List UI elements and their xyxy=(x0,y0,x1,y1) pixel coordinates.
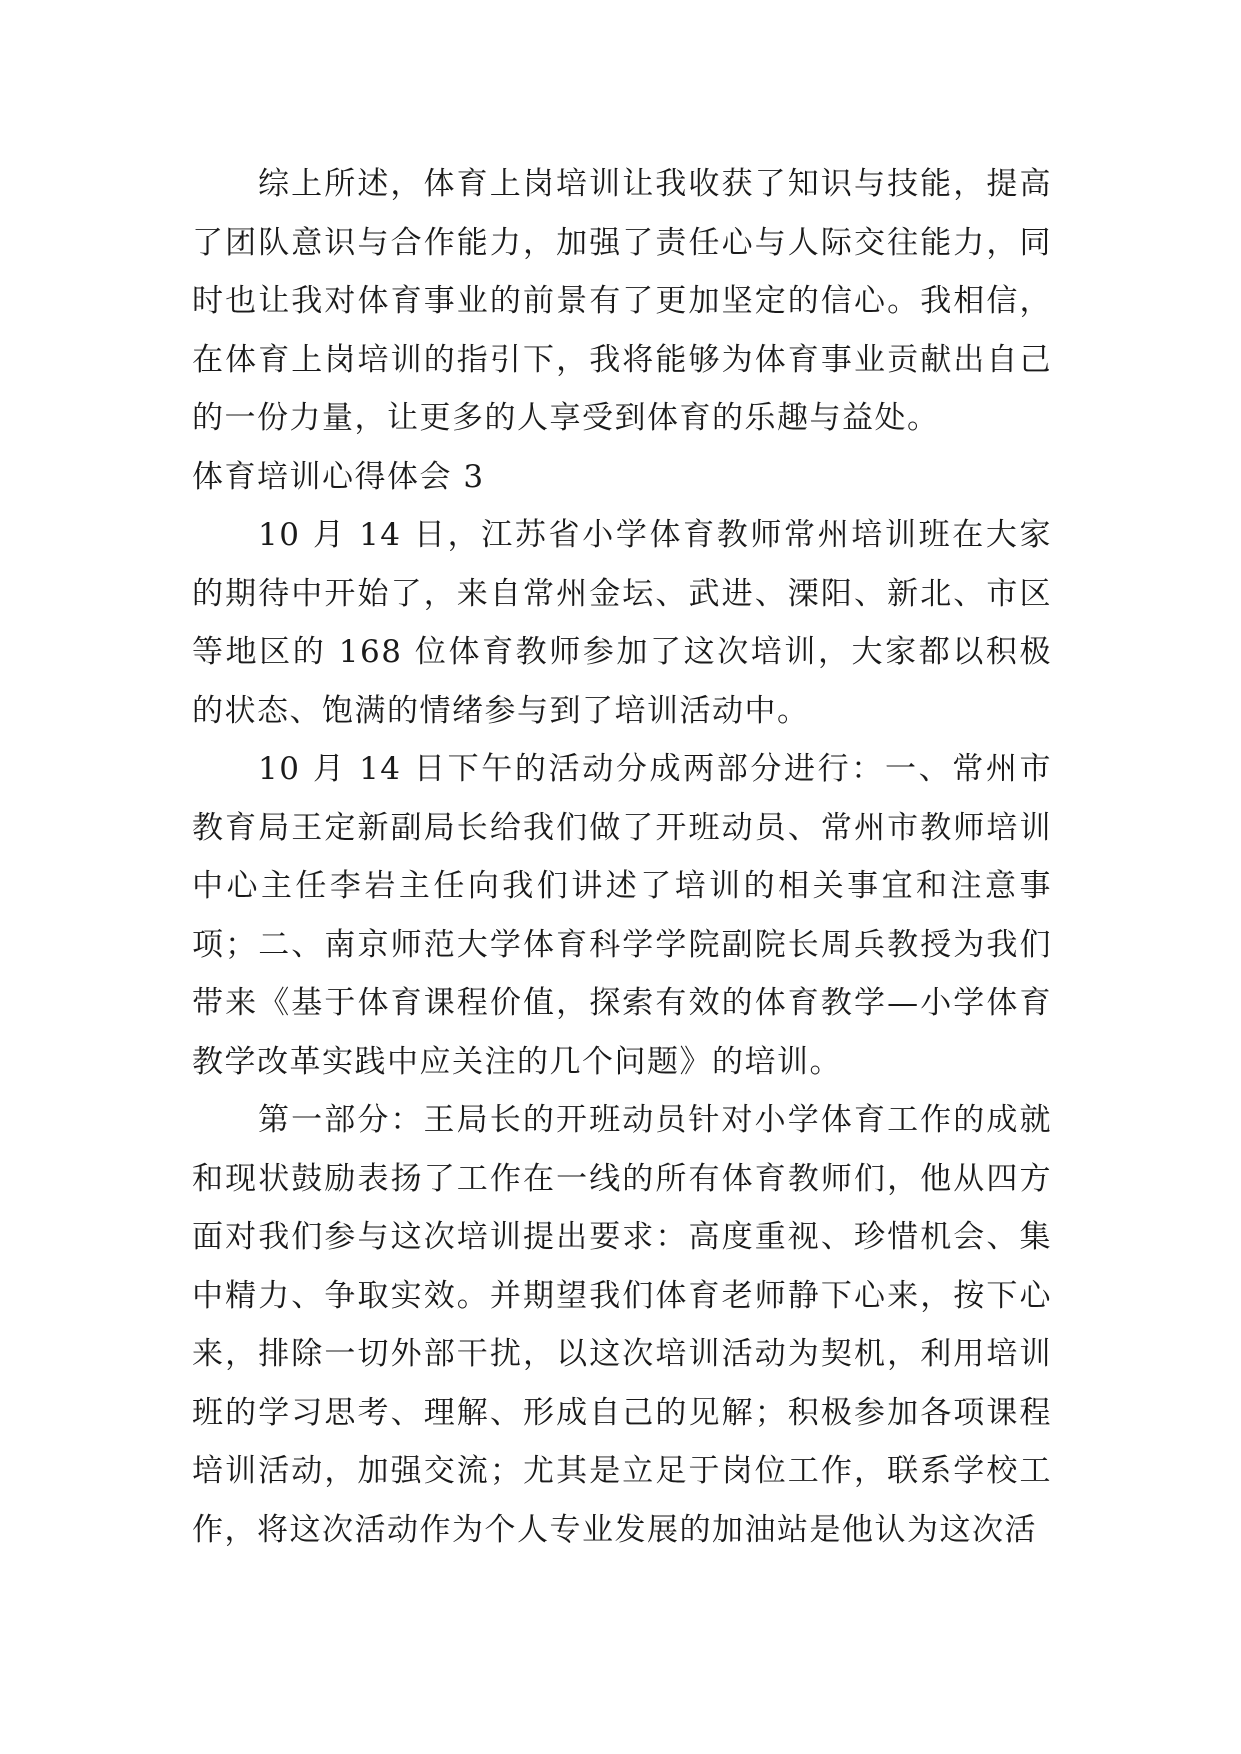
paragraph-part-one: 第一部分：王局长的开班动员针对小学体育工作的成就和现状鼓励表扬了工作在一线的所有体育教师们，他从四方面对我们参与这次培训提出要求：高度重视、珍惜机会、集中精力、争取实效。并期望我们体育老师静下心来，按下心来，排除一切外部干扰，以这次培训活动为契机，利用培训班的学习思考、理解、形成自己的见解；积极参加各项课程培训活动，加强交流；尤其是立足于岗位工作，联系学校工作，将这次活动作为个人专业发展的加油站是他认为这次活 xyxy=(192,1102,1052,1548)
document-body xyxy=(192,155,1052,1559)
section-title: 体育培训心得体会 3 xyxy=(192,458,485,495)
paragraph-summary: 综上所述，体育上岗培训让我收获了知识与技能，提高了团队意识与合作能力，加强了责任心与人际交往能力，同时也让我对体育事业的前景有了更加坚定的信心。我相信，在体育上岗培训的指引下，我将能够为体育事业贡献出自己的一份力量，让更多的人享受到体育的乐趣与益处。 xyxy=(192,166,1052,436)
paragraph-opening: 10 月 14 日，江苏省小学体育教师常州培训班在大家的期待中开始了，来自常州金坛、武进、溧阳、新北、市区等地区的 168 位体育教师参加了这次培训，大家都以积极的状态、饱满的情绪参与到了培训活动中。 xyxy=(192,517,1052,729)
paragraph-afternoon-activities: 10 月 14 日下午的活动分成两部分进行：一、常州市教育局王定新副局长给我们做了开班动员、常州市教师培训中心主任李岩主任向我们讲述了培训的相关事宜和注意事项；二、南京师范大学体育科学学院副院长周兵教授为我们带来《基于体育课程价值，探索有效的体育教学—小学体育教学改革实践中应关注的几个问题》的培训。 xyxy=(192,751,1052,1080)
